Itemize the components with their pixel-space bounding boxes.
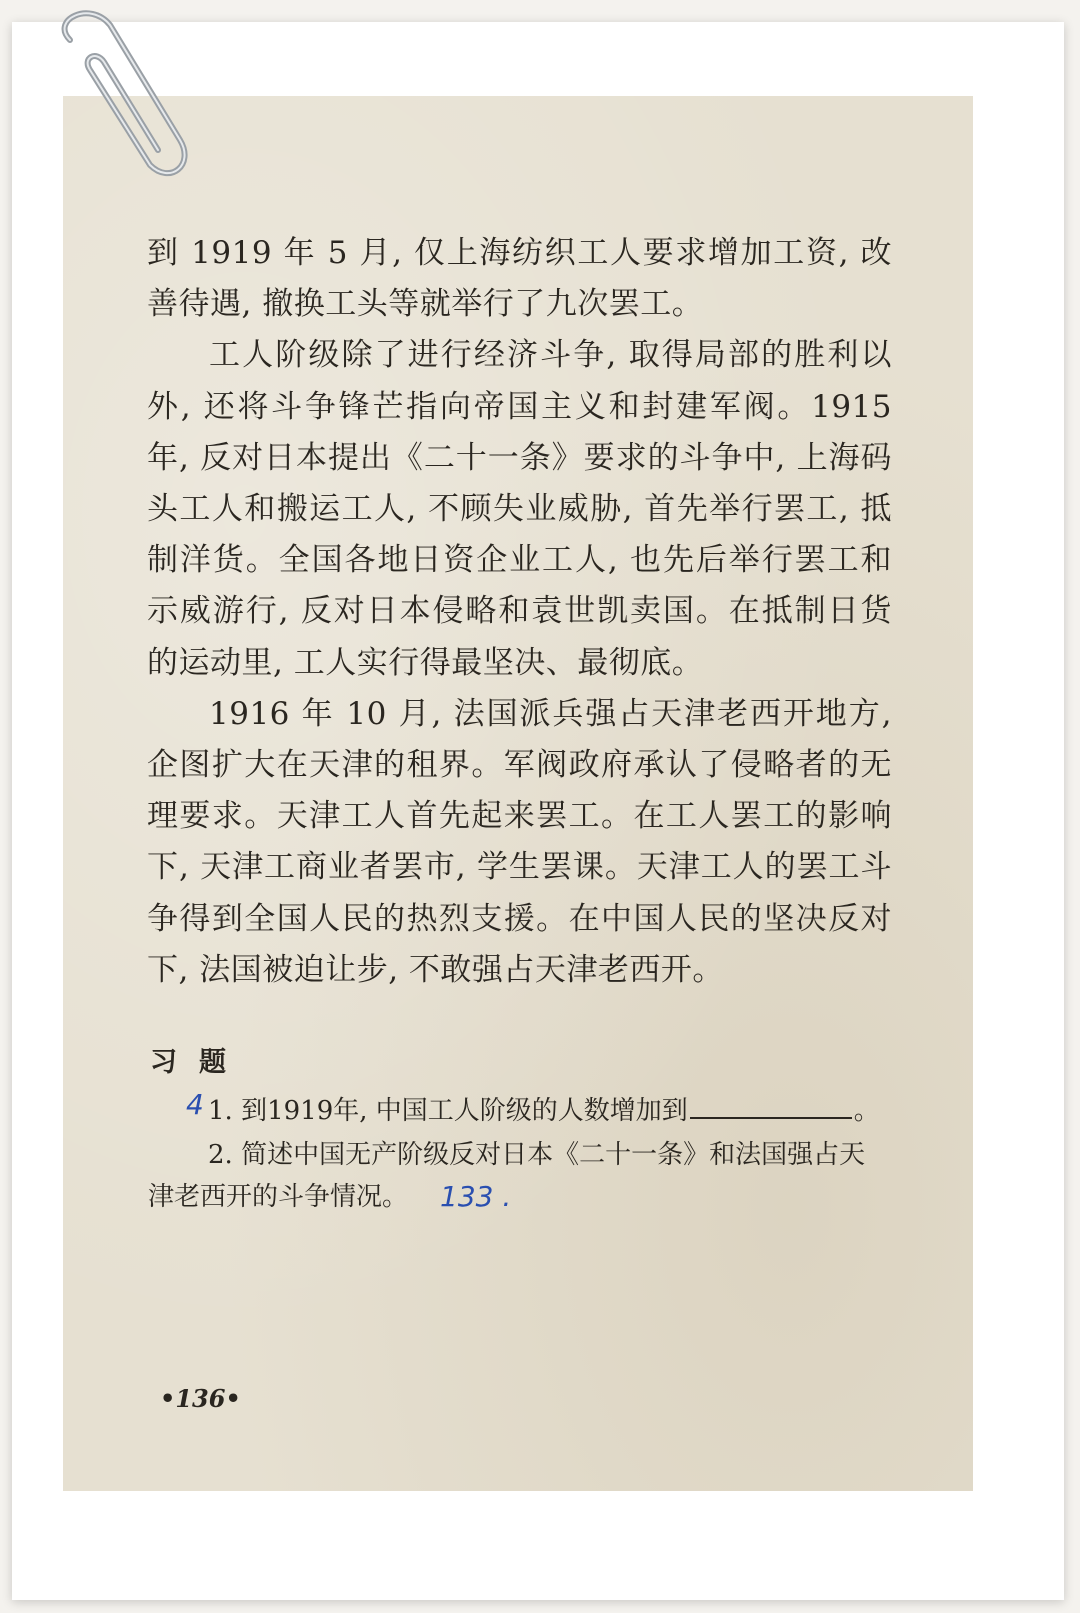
page-number: •136• bbox=[160, 1384, 241, 1413]
paragraph-1: 到 1919 年 5 月, 仅上海纺织工人要求增加工资, 改善待遇, 撤换工头等就举行了九次罢工。 bbox=[147, 235, 892, 323]
question-1-text: 1. 到1919年, 中国工人阶级的人数增加到 bbox=[208, 1096, 688, 1126]
question-2-line-2: 津老西开的斗争情况。 bbox=[148, 1182, 409, 1212]
exercise-heading: 习题 bbox=[150, 1047, 248, 1078]
exercise-question-1 bbox=[208, 1090, 880, 1132]
paragraph-2: 工人阶级除了进行经济斗争, 取得局部的胜利以外, 还将斗争锋芒指向帝国主义和封建军阀。1915 年, 反对日本提出《二十一条》要求的斗争中, 上海码头工人和搬运工人, 不顾失业威胁, 首先举行罢工, 抵制洋货。全国各地日资企业工人, 也先后举行罢工和示威游行, 反对日本侵略和袁世凯卖国。在抵制日货的运动里, 工人实行得最坚决、最彻底。 bbox=[147, 337, 892, 681]
answer-blank[interactable] bbox=[690, 1093, 852, 1119]
question-2-line-1: 2. 简述中国无产阶级反对日本《二十一条》和法国强占天 bbox=[208, 1140, 866, 1170]
handwritten-mark: 4 bbox=[186, 1088, 204, 1121]
handwritten-note: 133 . bbox=[440, 1180, 512, 1213]
exercise-question-2 bbox=[148, 1134, 893, 1218]
paragraph-3: 1916 年 10 月, 法国派兵强占天津老西开地方, 企图扩大在天津的租界。军阀政府承认了侵略者的无理要求。天津工人首先起来罢工。在工人罢工的影响下, 天津工商业者罢市, 学生罢课。天津工人的罢工斗争得到全国人民的热烈支援。在中国人民的坚决反对下, 法国被迫让步, 不敢强占天津老西开。 bbox=[147, 695, 892, 988]
paperclip-icon bbox=[30, 0, 190, 200]
question-1-end: 。 bbox=[853, 1096, 880, 1126]
body-text bbox=[147, 228, 892, 996]
